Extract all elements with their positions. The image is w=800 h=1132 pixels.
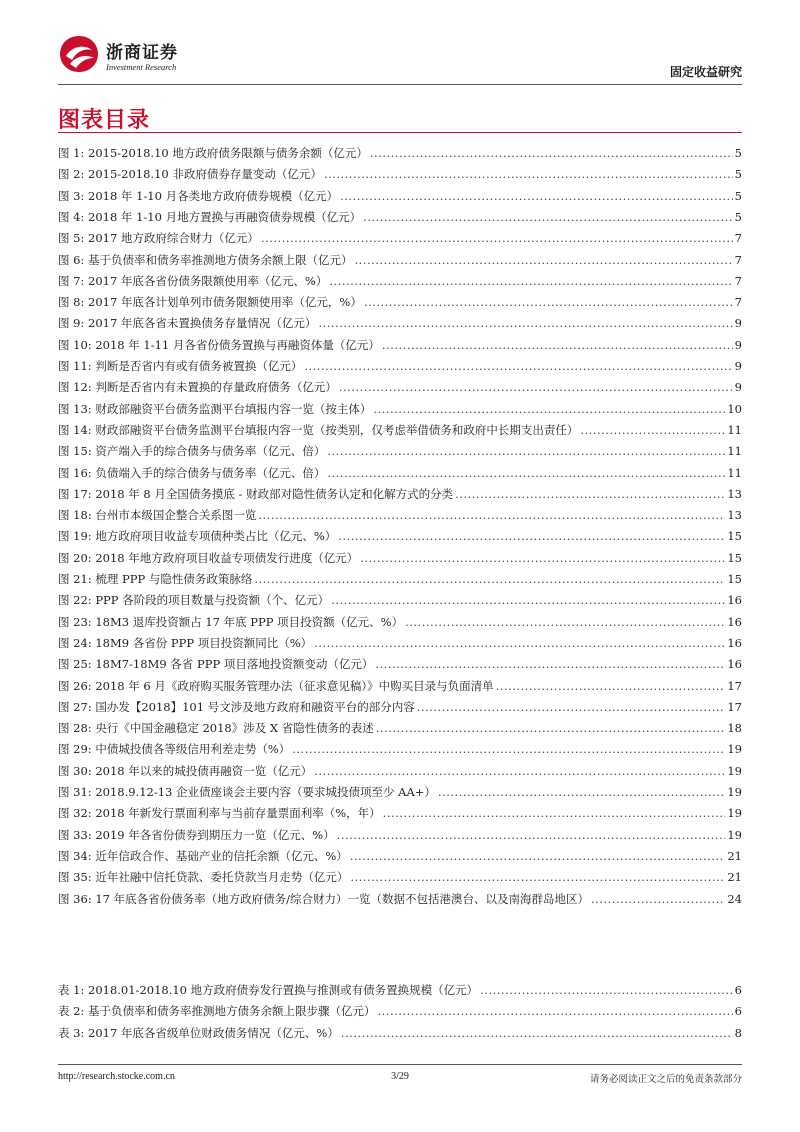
table-entry-label: 表 1: 2018.01-2018.10 地方政府债券发行置换与推测或有债务置换规模（亿元） <box>58 983 479 997</box>
dot-leader <box>340 187 733 205</box>
title-divider <box>58 132 742 133</box>
figure-entry[interactable] <box>58 442 742 460</box>
dot-leader <box>580 421 725 439</box>
figure-entry[interactable] <box>58 165 742 183</box>
figure-entry[interactable] <box>58 187 742 205</box>
figure-entry-label: 图 13: 财政部融资平台债务监测平台填报内容一览（按主体） <box>58 401 372 416</box>
figure-entry-page: 13 <box>727 508 742 523</box>
dot-leader <box>331 591 725 609</box>
figure-entry[interactable] <box>58 527 742 545</box>
figure-entry-label: 图 7: 2017 年底各省份债务限额使用率（亿元、%） <box>58 273 328 288</box>
figure-entry[interactable] <box>58 847 742 865</box>
disclaimer-note: 请务必阅读正文之后的免责条款部分 <box>589 1074 742 1085</box>
dot-leader <box>324 165 733 183</box>
page-number: 3/29 <box>391 1071 409 1082</box>
dot-leader <box>383 804 726 822</box>
dot-leader <box>364 293 733 311</box>
company-logo <box>58 30 188 80</box>
figure-entry-label: 图 4: 2018 年 1-10 月地方置换与再融资债券规模（亿元） <box>58 209 362 224</box>
dot-leader <box>341 1024 733 1042</box>
figure-entry-label: 图 11: 判断是否省内有或有债务被置换（亿元） <box>58 359 303 373</box>
dot-leader <box>363 208 733 226</box>
figure-entry-label: 图 27: 国办发【2018】101 号文涉及地方政府和融资平台的部分内容 <box>58 699 415 714</box>
figure-entry-label: 图 31: 2018.9.12-13 企业债座谈会主要内容（要求城投债项至少 AA+） <box>58 785 436 799</box>
figure-entry-page: 16 <box>727 635 742 650</box>
dot-leader <box>350 868 725 886</box>
figure-entry[interactable] <box>58 485 742 503</box>
table-entry[interactable] <box>58 981 742 999</box>
figure-entry-page: 13 <box>727 486 742 501</box>
figure-entry-page: 10 <box>727 401 742 416</box>
figure-entry-page: 19 <box>727 806 742 821</box>
page-header <box>58 30 742 85</box>
figure-entry-label: 图 9: 2017 年底各省未置换债务存量情况（亿元） <box>58 316 317 331</box>
figure-entry[interactable] <box>58 229 742 247</box>
figure-entry-label: 图 15: 资产端入手的综合债务与债务率（亿元、倍） <box>58 444 326 459</box>
dot-leader <box>338 527 725 545</box>
figure-entry-page: 7 <box>734 252 742 267</box>
figure-entry-label: 图 22: PPP 各阶段的项目数量与投资额（个、亿元） <box>58 593 330 608</box>
figure-entry[interactable] <box>58 314 742 332</box>
dot-leader <box>261 229 733 247</box>
figure-entry[interactable] <box>58 400 742 418</box>
figure-entry-page: 15 <box>727 529 742 544</box>
dot-leader <box>373 400 725 418</box>
figure-entry-label: 图 24: 18M9 各省份 PPP 项目投资额同比（%） <box>58 635 313 650</box>
page-title: 图表目录 <box>58 108 151 133</box>
table-entry-label: 表 2: 基于负债率和债务率推测地方债务余额上限步骤（亿元） <box>58 1004 376 1019</box>
dot-leader <box>355 251 733 269</box>
figure-entry[interactable] <box>58 719 742 737</box>
figure-entry-page: 9 <box>734 359 742 373</box>
dot-leader <box>360 549 725 567</box>
figure-entry-label: 图 28: 央行《中国金融稳定 2018》涉及 X 省隐性债务的表述 <box>58 721 374 736</box>
figure-entry[interactable] <box>58 421 742 439</box>
figure-entry-page: 16 <box>727 657 742 672</box>
figure-entry-page: 9 <box>734 380 742 395</box>
dot-leader <box>258 506 725 524</box>
dot-leader <box>254 570 725 588</box>
logo-mark-icon <box>58 34 100 74</box>
figure-entry-label: 图 34: 近年信政合作、基础产业的信托余额（亿元、%） <box>58 848 348 863</box>
figure-entry[interactable] <box>58 251 742 269</box>
dot-leader <box>318 314 732 332</box>
figure-entry[interactable] <box>58 272 742 290</box>
figure-entry[interactable] <box>58 868 742 886</box>
dot-leader <box>376 719 726 737</box>
figure-entry-page: 21 <box>727 848 742 863</box>
dot-leader <box>378 1002 733 1020</box>
figure-entry-page: 21 <box>727 870 742 885</box>
dot-leader <box>375 655 725 673</box>
figure-entry-page: 11 <box>727 422 742 437</box>
dot-leader <box>480 981 733 999</box>
figure-entry-page: 24 <box>727 891 742 906</box>
figure-entry-label: 图 10: 2018 年 1-11 月各省份债务置换与再融资体量（亿元） <box>58 337 380 352</box>
dot-leader <box>327 464 725 482</box>
figure-entry-label: 图 20: 2018 年地方政府项目收益专项债发行进度（亿元） <box>58 550 359 565</box>
dot-leader <box>417 698 726 716</box>
figure-entry[interactable] <box>58 293 742 311</box>
table-entry[interactable] <box>58 1002 742 1020</box>
table-entry[interactable] <box>58 1024 742 1042</box>
figure-entry-label: 图 26: 2018 年 6 月《政府购买服务管理办法（征求意见稿）》中购买目录与负面清单 <box>58 678 494 693</box>
figure-entry[interactable] <box>58 826 742 844</box>
dot-leader <box>438 783 725 801</box>
figure-entry-label: 图 5: 2017 地方政府综合财力（亿元） <box>58 231 259 246</box>
dot-leader <box>337 826 726 844</box>
logo-text-en: Investment Research <box>106 62 177 72</box>
dot-leader <box>314 634 725 652</box>
figure-entry[interactable] <box>58 890 742 908</box>
figure-entry-label: 图 3: 2018 年 1-10 月各类地方政府债券规模（亿元） <box>58 188 339 203</box>
figure-entry-label: 图 33: 2019 年各省份债券到期压力一览（亿元、%） <box>58 827 335 842</box>
figure-entry-page: 5 <box>734 146 742 160</box>
dot-leader <box>304 357 732 375</box>
figure-entry-page: 5 <box>734 188 742 203</box>
figure-entry-page: 19 <box>727 763 742 778</box>
figure-entry[interactable] <box>58 591 742 609</box>
figure-entry-label: 图 29: 中债城投债各等级信用利差走势（%） <box>58 742 291 757</box>
figure-entry[interactable] <box>58 378 742 396</box>
dot-leader <box>496 677 726 695</box>
figure-entry-label: 图 21: 梳理 PPP 与隐性债务政策脉络 <box>58 572 253 586</box>
figure-entry-page: 16 <box>727 614 742 629</box>
figure-entry-label: 图 1: 2015-2018.10 地方政府债务限额与债务余额（亿元） <box>58 146 368 160</box>
dot-leader <box>329 272 732 290</box>
figure-entry[interactable] <box>58 698 742 716</box>
table-entry-page: 6 <box>734 1004 742 1019</box>
figure-entry[interactable] <box>58 144 742 162</box>
figure-entry-page: 17 <box>727 678 742 693</box>
page-footer <box>58 1064 742 1085</box>
figure-entry[interactable] <box>58 506 742 524</box>
table-entry-page: 6 <box>734 983 742 997</box>
figure-entry-label: 图 32: 2018 年新发行票面利率与当前存量票面利率（%，年） <box>58 806 381 821</box>
figure-entry-page: 15 <box>727 550 742 565</box>
dot-leader <box>292 740 725 758</box>
figure-entry[interactable] <box>58 804 742 822</box>
figure-entry-page: 5 <box>734 167 742 182</box>
dot-leader <box>314 762 725 780</box>
figure-entry-label: 图 14: 财政部融资平台债务监测平台填报内容一览（按类别，仅考虑举借债务和政府中长期支出责任） <box>58 422 579 437</box>
figure-entry-label: 图 30: 2018 年以来的城投债再融资一览（亿元） <box>58 763 313 778</box>
figure-entry[interactable] <box>58 655 742 673</box>
figure-entry-label: 图 6: 基于负债率和债务率推测地方债务余额上限（亿元） <box>58 252 353 267</box>
figure-entry[interactable] <box>58 634 742 652</box>
figure-entry[interactable] <box>58 464 742 482</box>
figure-entry-label: 图 18: 台州市本级国企整合关系图一览 <box>58 508 257 523</box>
figure-entry-page: 7 <box>734 295 742 310</box>
figure-entry-label: 图 36: 17 年底各省份债务率（地方政府债务/综合财力）一览（数据不包括港澳台、以及南海群岛地区） <box>58 891 589 906</box>
figure-entry-page: 5 <box>734 209 742 224</box>
dot-leader <box>339 378 733 396</box>
figure-entry-label: 图 2: 2015-2018.10 非政府债券存量变动（亿元） <box>58 167 322 182</box>
figure-entry[interactable] <box>58 677 742 695</box>
figure-entry[interactable] <box>58 570 742 588</box>
figure-entry-page: 7 <box>734 273 742 288</box>
figure-entry-page: 19 <box>727 827 742 842</box>
logo-text-cn: 浙商证券 <box>106 43 178 63</box>
figure-entry[interactable] <box>58 762 742 780</box>
dot-leader <box>327 442 725 460</box>
figure-entry[interactable] <box>58 549 742 567</box>
figure-entry[interactable] <box>58 783 742 801</box>
figure-entry-label: 图 23: 18M3 退库投资额占 17 年底 PPP 项目投资额（亿元、%） <box>58 614 404 629</box>
figure-entry-page: 9 <box>734 337 742 352</box>
figure-entry[interactable] <box>58 613 742 631</box>
dot-leader <box>370 144 733 162</box>
figure-entry-label: 图 12: 判断是否省内有未置换的存量政府债务（亿元） <box>58 380 337 395</box>
figure-entry-label: 图 35: 近年社融中信托贷款、委托贷款当月走势（亿元） <box>58 870 349 885</box>
figure-entry[interactable] <box>58 357 742 375</box>
figure-entry-label: 图 8: 2017 年底各计划单列市债务限额使用率（亿元，%） <box>58 295 362 310</box>
dot-leader <box>591 890 725 908</box>
figure-entry[interactable] <box>58 336 742 354</box>
figure-entry-page: 15 <box>727 572 742 586</box>
dot-leader <box>455 485 725 503</box>
figure-entry-page: 11 <box>727 465 742 480</box>
footer-url[interactable]: http://research.stocke.com.cn <box>58 1071 175 1082</box>
figure-entry-page: 9 <box>734 316 742 331</box>
dot-leader <box>350 847 726 865</box>
figure-entry-page: 7 <box>734 231 742 246</box>
dot-leader <box>405 613 725 631</box>
figure-entry-page: 16 <box>727 593 742 608</box>
figure-entry-label: 图 25: 18M7-18M9 各省 PPP 项目落地投资额变动（亿元） <box>58 657 374 672</box>
figure-entry[interactable] <box>58 740 742 758</box>
dot-leader <box>382 336 733 354</box>
figure-entry-page: 11 <box>727 444 742 459</box>
figure-entry-label: 图 17: 2018 年 8 月全国债务摸底 - 财政部对隐性债务认定和化解方式的分类 <box>58 486 454 501</box>
table-entry-label: 表 3: 2017 年底各省级单位财政债务情况（亿元、%） <box>58 1025 339 1040</box>
report-category: 固定收益研究 <box>669 65 742 79</box>
figure-entry-page: 19 <box>727 785 742 799</box>
figure-entry-page: 19 <box>727 742 742 757</box>
figure-entry-page: 17 <box>727 699 742 714</box>
figure-entry[interactable] <box>58 208 742 226</box>
figure-entry-page: 18 <box>727 721 742 736</box>
table-entry-page: 8 <box>734 1025 742 1040</box>
figure-entry-label: 图 16: 负债端入手的综合债务与债务率（亿元、倍） <box>58 465 326 480</box>
figure-entry-label: 图 19: 地方政府项目收益专项债种类占比（亿元、%） <box>58 529 337 544</box>
